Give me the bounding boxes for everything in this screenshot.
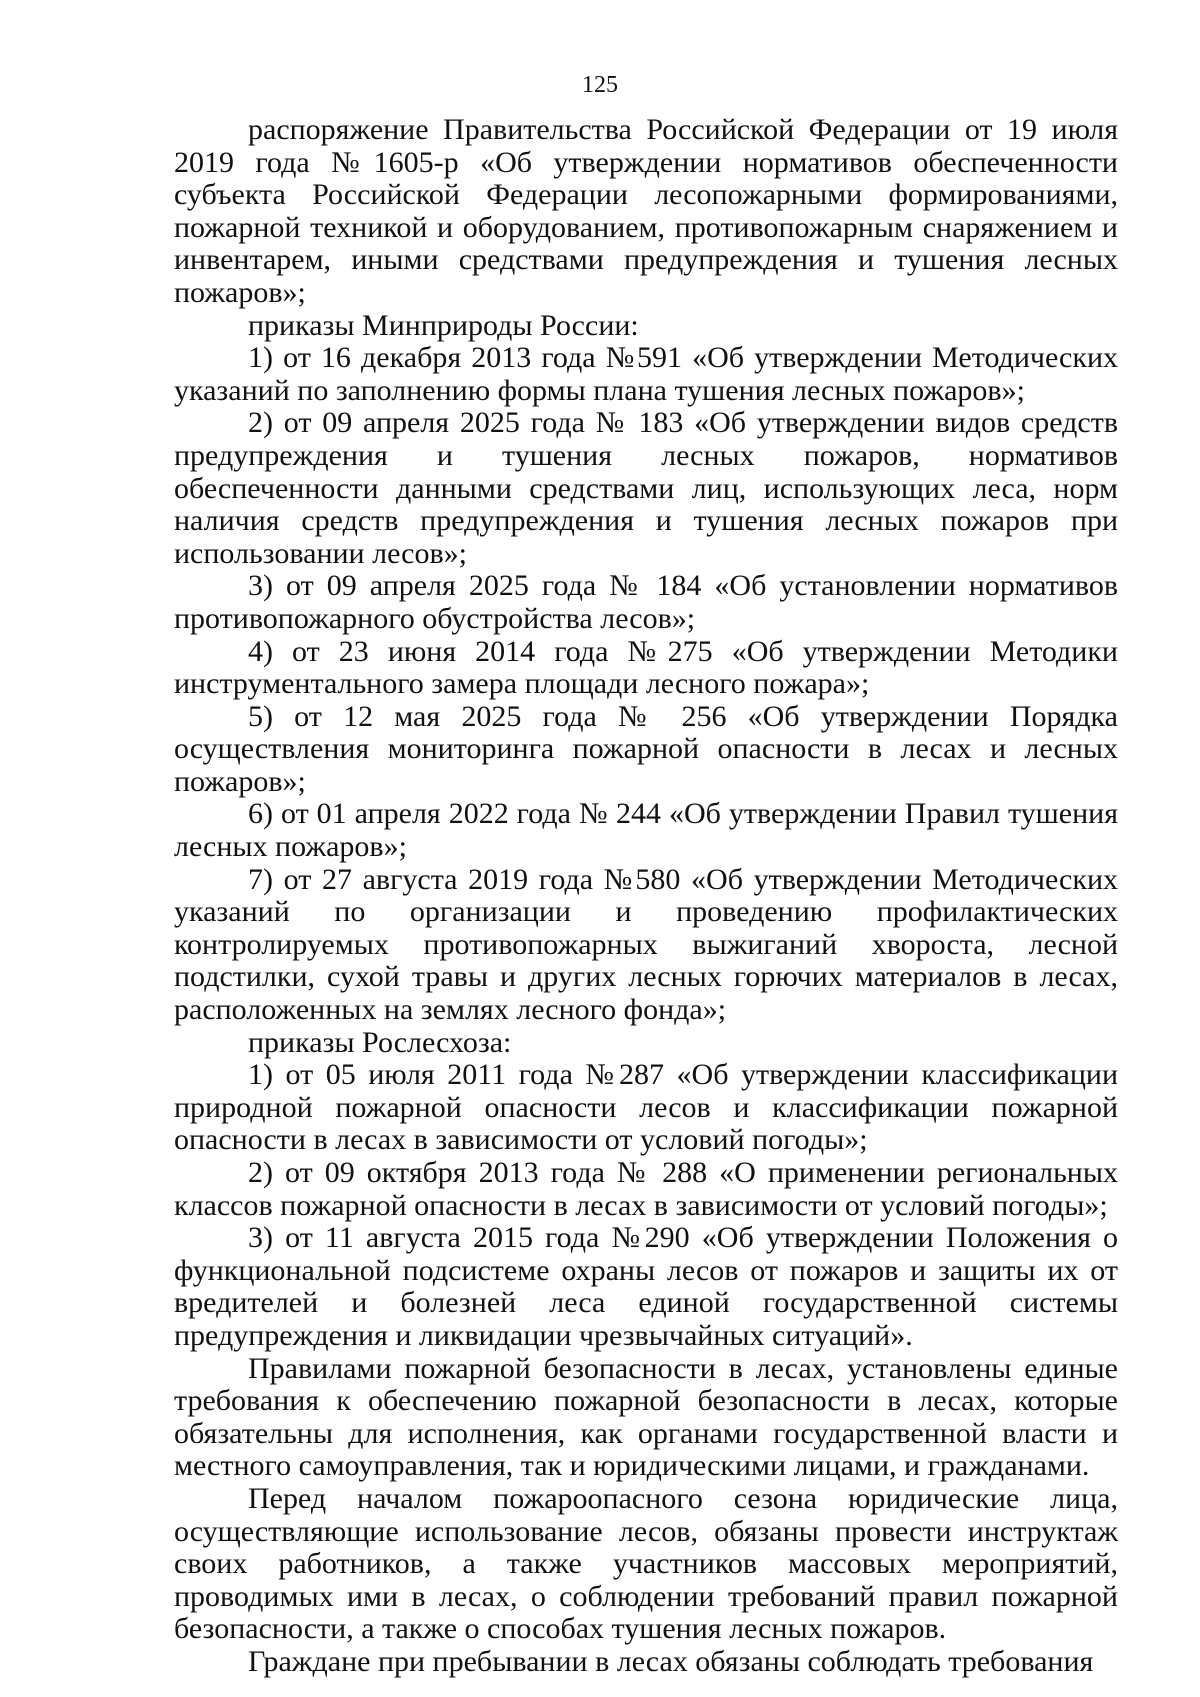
paragraph-minprirody-heading: приказы Минприроды России: <box>248 308 639 342</box>
list-item-rosleshoz-1: 1) от 05 июля 2011 года №287 «Об утверждении классификации природной пожарной опасности лесов и классификации пожарной опасности в лесах в зависимости от условий погоды»; <box>174 1058 1118 1157</box>
paragraph-citizens: Граждане при пребывании в лесах обязаны соблюдать требования <box>248 1644 1094 1678</box>
list-item-minprirody-7: 7) от 27 августа 2019 года №580 «Об утверждении Методических указаний по организации и проведению профилактических контролируемых противопожарных выжиганий хвороста, лесной подстилки, сухой травы и других лесных горючих материалов в лесах, расположенных на землях лесного фонда»; <box>174 862 1118 1027</box>
list-item-minprirody-6: 6) от 01 апреля 2022 года № 244 «Об утверждении Правил тушения лесных пожаров»; <box>174 797 1118 864</box>
paragraph-government-order: распоряжение Правительства Российской Федерации от 19 июля 2019 года №1605-р «Об утверждении нормативов обеспеченности субъекта Российской Федерации лесопожарными формированиями, пожарной техникой и оборудованием, противопожарным снаряжением и инвентарем, иными средствами предупреждения и тушения лесных пожаров»; <box>174 113 1118 309</box>
list-item-minprirody-5: 5) от 12 мая 2025 года № 256 «Об утверждении Порядка осуществления мониторинга пожарной опасности в лесах и лесных пожаров»; <box>174 699 1118 798</box>
list-item-minprirody-4: 4) от 23 июня 2014 года №275 «Об утверждении Методики инструментального замера площади лесного пожара»; <box>174 634 1118 701</box>
document-body <box>174 114 1118 1679</box>
list-item-minprirody-1: 1) от 16 декабря 2013 года №591 «Об утверждении Методических указаний по заполнению формы плана тушения лесных пожаров»; <box>174 341 1118 407</box>
list-item-minprirody-2: 2) от 09 апреля 2025 года № 183 «Об утверждении видов средств предупреждения и тушения лесных пожаров, нормативов обеспеченности данными средствами лиц, использующих леса, норм наличия средств предупреждения и тушения лесных пожаров при использовании лесов»; <box>174 406 1118 570</box>
paragraph-legal-entities: Перед началом пожароопасного сезона юридические лица, осуществляющие использование лесов, обязаны провести инструктаж своих работников, а также участников массовых мероприятий, проводимых ими в лесах, о соблюдении требований правил пожарной безопасности, а также о способах тушения лесных пожаров. <box>174 1481 1118 1646</box>
list-item-rosleshoz-3: 3) от 11 августа 2015 года №290 «Об утверждении Положения о функциональной подсистеме охраны лесов от пожаров и защиты их от вредителей и болезней леса единой государственной системы предупреждения и ликвидации чрезвычайных ситуаций». <box>174 1221 1118 1352</box>
paragraph-fire-safety-rules: Правилами пожарной безопасности в лесах, установлены единые требования к обеспечению пожарной безопасности в лесах, которые обязательны для исполнения, как органами государственной власти и местного самоуправления, так и юридическими лицами, и гражданами. <box>174 1351 1118 1483</box>
list-item-minprirody-3: 3) от 09 апреля 2025 года № 184 «Об установлении нормативов противопожарного обустройства лесов»; <box>174 569 1118 635</box>
list-item-rosleshoz-2: 2) от 09 октября 2013 года № 288 «О применении региональных классов пожарной опасности в лесах в зависимости от условий погоды»; <box>174 1156 1118 1222</box>
page-number: 125 <box>582 72 618 98</box>
paragraph-rosleshoz-heading: приказы Рослесхоза: <box>248 1025 512 1059</box>
